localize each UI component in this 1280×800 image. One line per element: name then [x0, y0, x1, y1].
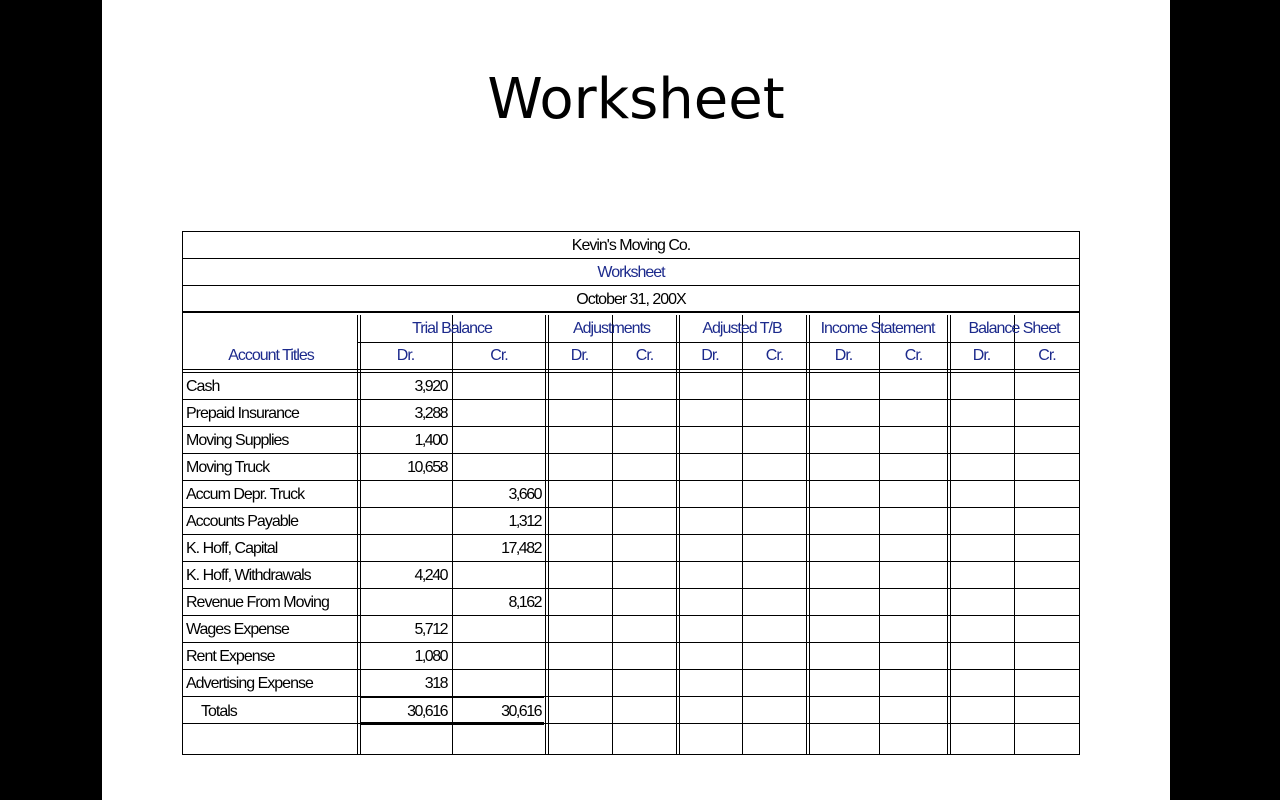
- table-row-cr: 8,162: [508, 594, 541, 611]
- worksheet-date: October 31, 200X: [183, 286, 1079, 313]
- row-divider: [183, 723, 1079, 724]
- table-row-cr: [453, 373, 541, 400]
- table-row-account: Accum Depr. Truck: [186, 486, 305, 503]
- table-row-account: K. Hoff, Withdrawals: [186, 567, 311, 584]
- totals-label: Totals: [201, 703, 237, 720]
- divider-atb: [806, 315, 810, 755]
- divider-adj: [676, 315, 680, 755]
- table-row-cr: [453, 670, 541, 697]
- table-row-dr: 4,240: [414, 567, 447, 584]
- table-row-dr: [359, 535, 447, 562]
- table-row-dr: 10,658: [407, 459, 447, 476]
- header-bottom: [183, 369, 1079, 370]
- table-row-dr: 3,920: [414, 378, 447, 395]
- row-divider: [183, 534, 1079, 535]
- table-row-dr: 5,712: [414, 621, 447, 638]
- bs-cr-header: Cr.: [1038, 347, 1056, 364]
- table-row-dr: [359, 481, 447, 508]
- group-balance-sheet: Balance Sheet: [968, 320, 1060, 337]
- account-titles-header: Account Titles: [228, 347, 314, 364]
- table-row-dr: 1,400: [414, 432, 447, 449]
- table-row-cr: [453, 643, 541, 670]
- table-row-dr: 3,288: [414, 405, 447, 422]
- divider-bs-mid: [1014, 315, 1015, 755]
- table-row-account: Wages Expense: [186, 621, 289, 638]
- table-row-cr: [453, 454, 541, 481]
- tb-dr-header: Dr.: [396, 347, 415, 364]
- row-divider: [183, 507, 1079, 508]
- table-row-cr: [453, 562, 541, 589]
- row-divider: [183, 480, 1079, 481]
- table-row-cr: [453, 400, 541, 427]
- table-row-dr: [359, 508, 447, 535]
- slide-title: Worksheet: [487, 67, 785, 132]
- totals-dr: 30,616: [407, 703, 447, 720]
- slide: [102, 0, 1170, 800]
- table-row-account: Revenue From Moving: [186, 594, 329, 611]
- totals-cr: 30,616: [501, 703, 541, 720]
- header-bottom-double: [183, 372, 1079, 373]
- atb-cr-header: Cr.: [765, 347, 784, 364]
- row-divider: [183, 399, 1079, 400]
- group-trial-balance: Trial Balance: [412, 320, 492, 337]
- divider-is-mid: [879, 315, 880, 755]
- table-row-cr: [453, 427, 541, 454]
- row-divider: [183, 669, 1079, 670]
- table-row-dr: 318: [424, 675, 447, 692]
- company-name: Kevin's Moving Co.: [183, 232, 1079, 259]
- is-dr-header: Dr.: [834, 347, 853, 364]
- divider-adj-mid: [612, 315, 613, 755]
- table-row-account: Accounts Payable: [186, 513, 299, 530]
- table-row-cr: 3,660: [508, 486, 541, 503]
- worksheet-title: Worksheet: [183, 259, 1079, 286]
- adj-cr-header: Cr.: [635, 347, 654, 364]
- table-row-dr: 1,080: [414, 648, 447, 665]
- row-divider: [183, 453, 1079, 454]
- table-row-account: K. Hoff, Capital: [186, 540, 278, 557]
- table-row-account: Advertising Expense: [186, 675, 313, 692]
- group-adjustments: Adjustments: [572, 320, 651, 337]
- worksheet-table: [182, 231, 1080, 755]
- row-divider: [183, 696, 1079, 697]
- table-row-account: Prepaid Insurance: [186, 405, 299, 422]
- divider-tb: [545, 315, 549, 755]
- row-divider: [183, 561, 1079, 562]
- table-row-account: Moving Supplies: [186, 432, 289, 449]
- adj-dr-header: Dr.: [570, 347, 589, 364]
- table-row-account: Moving Truck: [186, 459, 270, 476]
- row-divider: [183, 426, 1079, 427]
- group-income-statement: Income Statement: [820, 320, 935, 337]
- divider-atb-mid: [742, 315, 743, 755]
- atb-dr-header: Dr.: [701, 347, 719, 364]
- group-adjusted-tb: Adjusted T/B: [702, 320, 782, 337]
- bs-dr-header: Dr.: [972, 347, 991, 364]
- row-divider: [183, 642, 1079, 643]
- is-cr-header: Cr.: [904, 347, 923, 364]
- table-row-account: Cash: [186, 378, 220, 395]
- divider-is: [947, 315, 951, 755]
- table-row-account: Rent Expense: [186, 648, 275, 665]
- table-row-cr: 1,312: [508, 513, 541, 530]
- table-row-dr: [359, 589, 447, 616]
- table-row-cr: 17,482: [501, 540, 541, 557]
- tb-cr-header: Cr.: [490, 347, 508, 364]
- table-row-cr: [453, 616, 541, 643]
